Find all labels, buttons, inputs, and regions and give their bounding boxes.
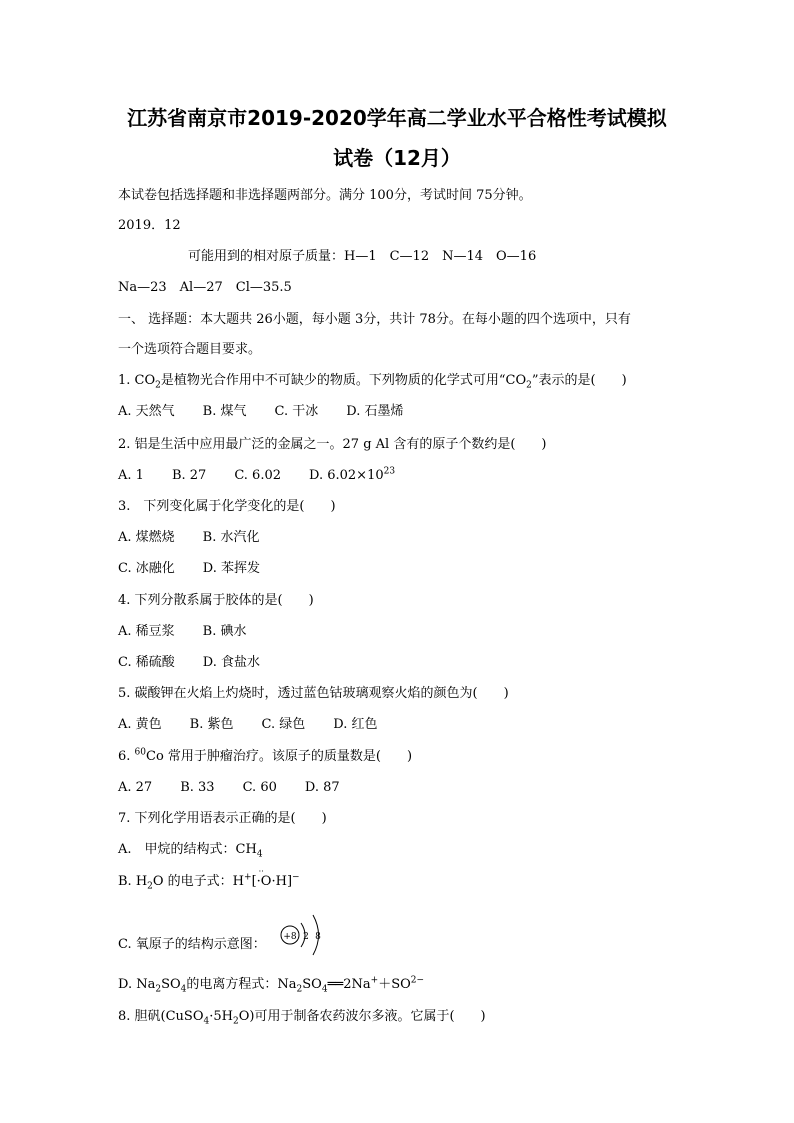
option: B. 水汽化 <box>202 530 260 545</box>
mass-number: 60 <box>134 747 146 758</box>
oxygen-atom-diagram <box>278 913 328 961</box>
q8-text: O)可用于制备农药波尔多液。它属于( ) <box>238 1009 486 1024</box>
option: A. 煤燃烧 <box>118 530 175 545</box>
option: D. 苯挥发 <box>202 561 260 576</box>
question-3: 3. 下列变化属于化学变化的是( ) <box>118 499 336 514</box>
section-heading-2: 一个选项符合题目要求。 <box>118 342 262 357</box>
charge: 2− <box>410 975 425 986</box>
option: C. 冰融化 <box>118 561 175 576</box>
option-text: O 的电子式：H <box>152 874 245 889</box>
subscript: 2 <box>155 380 161 391</box>
option-text: ══2Na <box>327 977 371 992</box>
q7-option-b: B. $H_2O$ 的电子式：H+[ ·· ·O·H]− <box>118 867 300 892</box>
page-title: 江苏省南京市2019-2020学年高二学业水平合格性考试模拟 <box>127 106 667 130</box>
svg-text:2: 2 <box>303 932 309 942</box>
q5-options <box>118 717 405 733</box>
q6-text: Co 常用于肿瘤治疗。该原子的质量数是( ) <box>146 749 413 764</box>
option: B. 33 <box>180 780 215 795</box>
option: B. 煤气 <box>202 404 247 419</box>
option-text: SO <box>302 977 322 992</box>
question-8: 8. 胆矾$(CuSO_4\cdot 5H_2O)$可用于制备农药波尔多液。它属于( ) <box>118 1009 486 1027</box>
option: C. 60 <box>242 780 277 795</box>
bracket: [ <box>251 874 257 889</box>
question-6 <box>118 749 412 765</box>
option: D. 87 <box>304 780 340 795</box>
option: D. 石墨烯 <box>346 404 404 419</box>
section-heading: 一、 选择题：本大题共 26小题，每小题 3分，共计 78分。在每小题的四个选项中，只有 <box>118 312 631 327</box>
option: B. 紫色 <box>189 717 234 732</box>
subscript: 4 <box>256 849 263 860</box>
q3-options-2 <box>118 561 288 577</box>
option-text: 的电离方程式：Na <box>186 977 297 992</box>
option: A. 黄色 <box>118 717 162 732</box>
atomic-masses-2: Na—23 Al—27 Cl—35.5 <box>118 280 292 295</box>
question-4: 4. 下列分散系属于胶体的是( ) <box>118 593 314 608</box>
intro-text: 本试卷包括选择题和非选择题两部分。满分 100分，考试时间 75分钟。 <box>118 188 532 203</box>
option: C. 6.02 <box>234 468 282 483</box>
question-5: 5. 碳酸钾在火焰上灼烧时，透过蓝色钴玻璃观察火焰的颜色为( ) <box>118 686 509 701</box>
option-text: D. Na <box>118 977 156 992</box>
option: A. 稀豆浆 <box>118 624 175 639</box>
subscript: 2 <box>526 380 532 391</box>
option: B. 碘水 <box>202 624 247 639</box>
svg-text:+8: +8 <box>283 932 297 942</box>
q8-text: ·5H <box>209 1009 233 1024</box>
option-text: ＋SO <box>378 977 411 992</box>
option: D. 红色 <box>333 717 378 732</box>
option-text: B. H <box>118 874 148 889</box>
q4-options-2 <box>118 655 288 671</box>
option: C. 绿色 <box>261 717 306 732</box>
q8-text: 8. 胆矾(CuSO <box>118 1009 204 1024</box>
q7-option-a <box>118 842 263 858</box>
option: C. 稀硫酸 <box>118 655 175 670</box>
option: A. 1 <box>118 468 144 483</box>
exam-date: 2019．12 <box>118 218 181 233</box>
q1-text: ”表示的是( ) <box>531 373 627 388</box>
q6-options <box>118 780 368 796</box>
question-1 <box>118 373 627 389</box>
q6-number: 6. <box>118 749 135 764</box>
option: C. 干冰 <box>274 404 319 419</box>
q3-options <box>118 530 287 546</box>
option-text: A. 甲烷的结构式：CH <box>118 842 257 857</box>
q1-text: 是植物光合作用中不可缺少的物质。下列物质的化学式可用“CO <box>160 373 527 388</box>
question-2: 2. 铝是生活中应用最广泛的金属之一。27 g Al 含有的原子个数约是( ) <box>118 437 547 452</box>
q4-options <box>118 624 274 640</box>
q1-text: 1. CO <box>118 373 156 388</box>
q1-options <box>118 404 431 420</box>
exponent: 23 <box>383 466 396 477</box>
q7-option-d: D. $Na_2SO_4$的电离方程式：$Na_2SO_4══2Na^++SO^{2-}$ <box>118 975 425 995</box>
option: A. 27 <box>118 780 153 795</box>
option: B. 27 <box>171 468 207 483</box>
option-text: H] <box>275 874 293 889</box>
option: D. 食盐水 <box>202 655 260 670</box>
option: D. 6.02×10 <box>309 468 384 483</box>
oxygen-electrons: ·· ·O· <box>256 867 276 889</box>
page-title-line2: 试卷（12月） <box>333 146 461 170</box>
option-text: SO <box>161 977 181 992</box>
svg-text:8: 8 <box>315 932 321 942</box>
q2-options <box>118 468 395 484</box>
question-7: 7. 下列化学用语表示正确的是( ) <box>118 811 327 826</box>
atomic-masses: 可能用到的相对原子质量：H—1 C—12 N—14 O—16 <box>188 249 537 264</box>
q7-option-c: C. 氧原子的结构示意图： <box>118 937 266 952</box>
option: A. 天然气 <box>118 404 175 419</box>
